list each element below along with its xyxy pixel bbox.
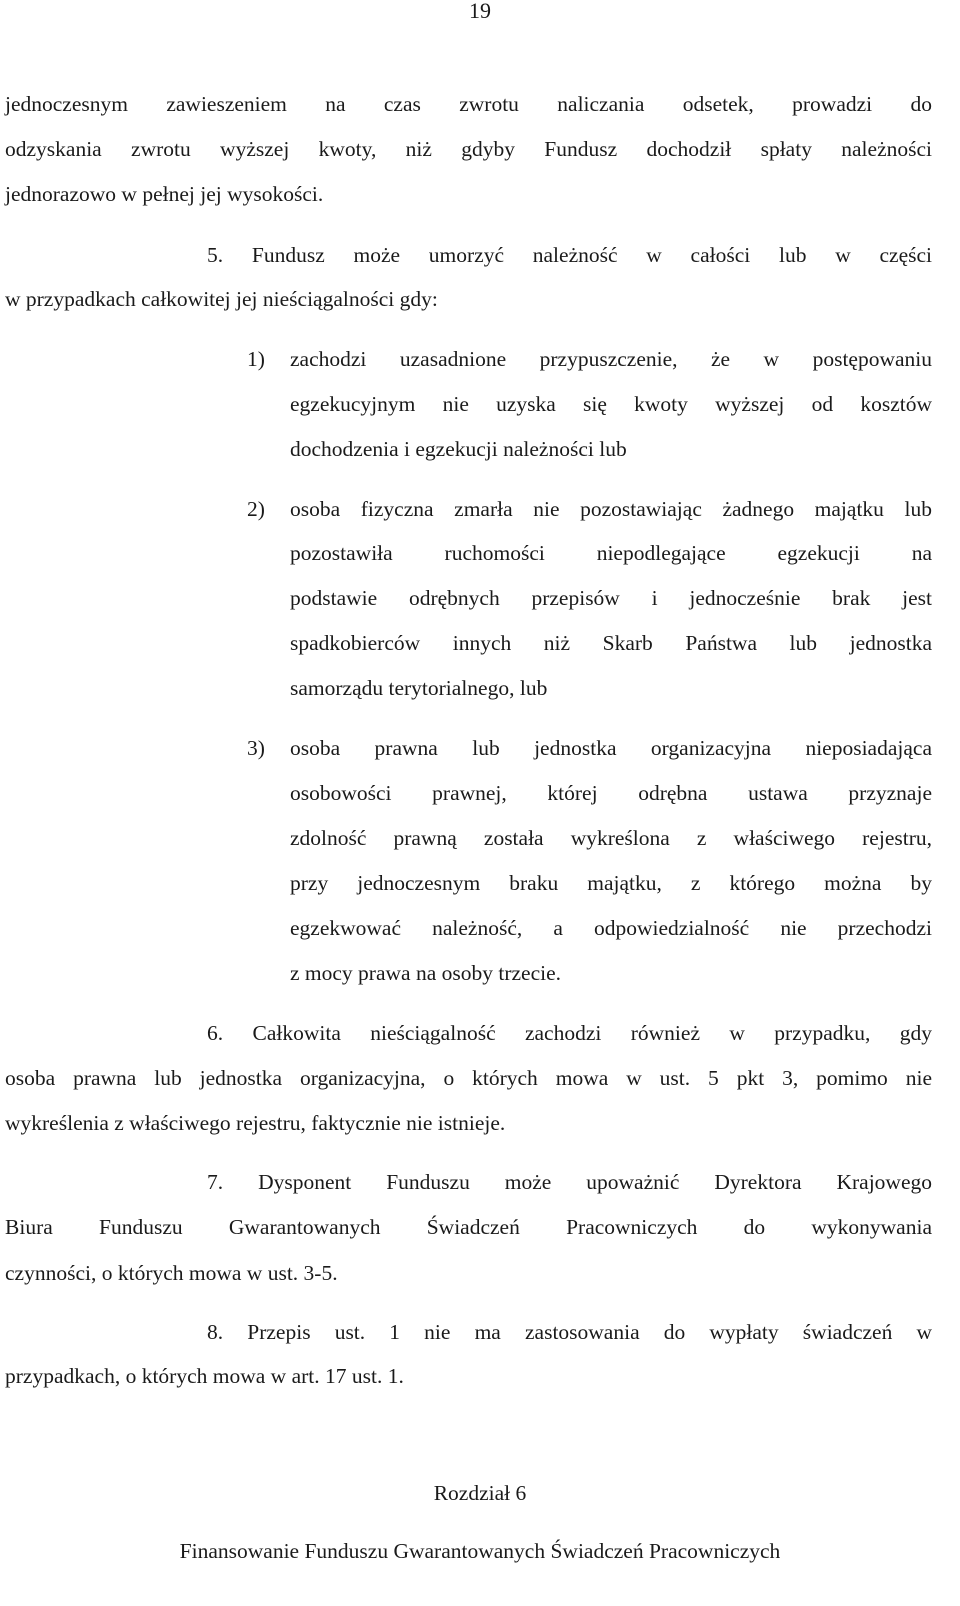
list-item-line: spadkobierców innych niż Skarb Państwa lub jednostka <box>290 631 932 655</box>
page-number: 19 <box>469 0 491 23</box>
paragraph-line: jednoczesnym zawieszeniem na czas zwrotu naliczania odsetek, prowadzi do <box>5 92 932 116</box>
paragraph-8-line: 8. Przepis ust. 1 nie ma zastosowania do wypłaty świadczeń w <box>207 1320 932 1344</box>
list-item-line: podstawie odrębnych przepisów i jednocześnie brak jest <box>290 586 932 610</box>
list-item-line: egzekwować należność, a odpowiedzialność nie przechodzi <box>290 916 932 940</box>
list-item-line: osoba prawna lub jednostka organizacyjna nieposiadająca <box>290 736 932 760</box>
paragraph-5-line: 5. Fundusz może umorzyć należność w całości lub w części <box>207 243 932 267</box>
list-item-line: zdolność prawną została wykreślona z właściwego rejestru, <box>290 826 932 850</box>
list-item-number: 1) <box>247 347 265 371</box>
list-item-line: osobowości prawnej, której odrębna ustawa przyznaje <box>290 781 932 805</box>
paragraph-7-line: 7. Dysponent Funduszu może upoważnić Dyrektora Krajowego <box>207 1170 932 1194</box>
list-item-line: egzekucyjnym nie uzyska się kwoty wyższej od kosztów <box>290 392 932 416</box>
paragraph-6-line: 6. Całkowita nieściągalność zachodzi również w przypadku, gdy <box>207 1021 932 1045</box>
paragraph-6-line: osoba prawna lub jednostka organizacyjna, o których mowa w ust. 5 pkt 3, pomimo nie <box>5 1066 932 1090</box>
list-item-line: dochodzenia i egzekucji należności lub <box>290 437 627 461</box>
paragraph-5-line: w przypadkach całkowitej jej nieściągalności gdy: <box>5 287 438 311</box>
paragraph-7-line: Biura Funduszu Gwarantowanych Świadczeń Pracowniczych do wykonywania <box>5 1215 932 1239</box>
paragraph-7-line: czynności, o których mowa w ust. 3-5. <box>5 1261 338 1285</box>
paragraph-line: odzyskania zwrotu wyższej kwoty, niż gdyby Fundusz dochodził spłaty należności <box>5 137 932 161</box>
list-item-line: z mocy prawa na osoby trzecie. <box>290 961 562 985</box>
list-item-line: przy jednoczesnym braku majątku, z którego można by <box>290 871 932 895</box>
list-item-line: osoba fizyczna zmarła nie pozostawiając żadnego majątku lub <box>290 497 932 521</box>
list-item-line: zachodzi uzasadnione przypuszczenie, że w postępowaniu <box>290 347 932 371</box>
chapter-number: Rozdział 6 <box>433 1481 527 1505</box>
paragraph-6-line: wykreślenia z właściwego rejestru, faktycznie nie istnieje. <box>5 1111 506 1135</box>
list-item-line: pozostawiła ruchomości niepodlegające egzekucji na <box>290 541 932 565</box>
list-item-number: 3) <box>247 736 265 760</box>
list-item-number: 2) <box>247 497 265 521</box>
chapter-title: Finansowanie Funduszu Gwarantowanych Świadczeń Pracowniczych <box>179 1539 781 1563</box>
paragraph-line: jednorazowo w pełnej jej wysokości. <box>5 182 324 206</box>
paragraph-8-line: przypadkach, o których mowa w art. 17 ust. 1. <box>5 1364 404 1388</box>
list-item-line: samorządu terytorialnego, lub <box>290 676 548 700</box>
